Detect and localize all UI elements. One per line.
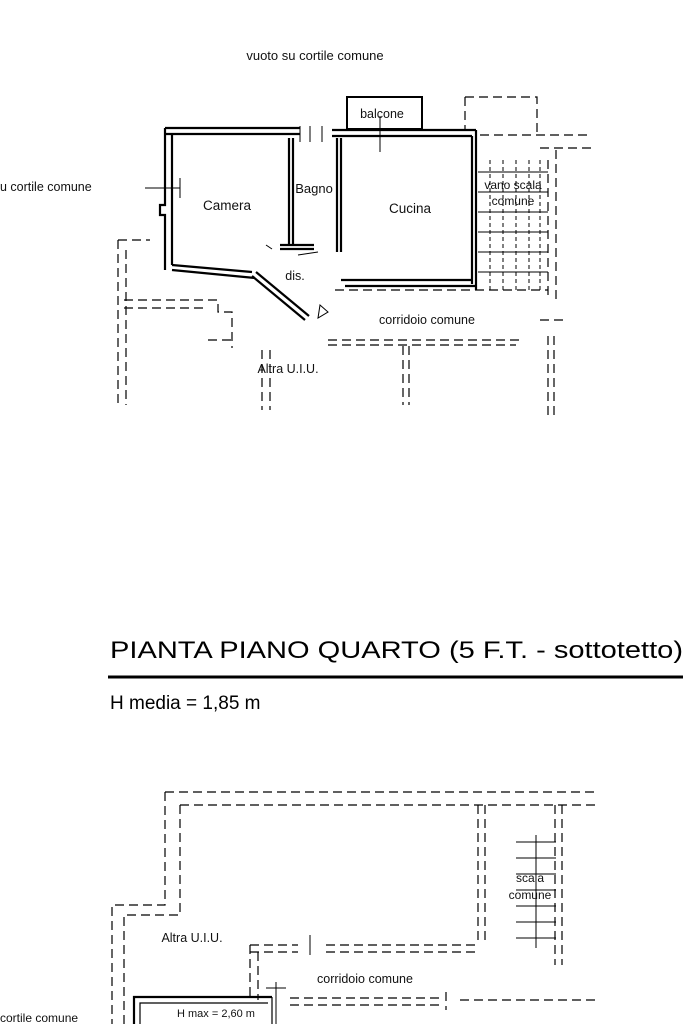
stairwell-label-1: vano scala [484,178,542,192]
stairwell-label-2: comune [491,194,535,208]
floor3-top-label: vuoto su cortile comune [246,48,384,63]
kitchen-label: Cucina [388,201,432,216]
interior-details [145,116,548,318]
floor4-stair-marks [266,835,556,1024]
floor4-stair-label-2: comune [508,888,552,902]
floor4-dashed-outlines [112,792,596,1024]
balcony-label: balcone [360,107,404,121]
floor4-left-label: cortile comune [0,1011,79,1024]
floor3-corridor-label: corridoio comune [379,313,475,327]
hall-label: dis. [285,269,305,283]
floor3-left-label: u cortile comune [0,180,92,194]
floor4-other-unit-label: Altra U.I.U. [161,931,223,945]
floor4-stair-label-1: scala [515,871,545,885]
neighbor-dashed-outlines [118,97,592,415]
floor4-avg-height: H media = 1,85 m [110,693,261,714]
floor-4-plan [0,792,596,1024]
bathroom-label: Bagno [295,181,333,196]
floor4-title: PIANTA PIANO QUARTO (5 F.T. - sottotetto) [110,637,683,664]
floor4-corridor-label: corridoio comune [317,972,413,986]
apartment-walls [160,128,476,320]
bedroom-label: Camera [202,198,252,213]
floor-3-plan [0,48,592,415]
floor3-other-unit-label: Altra U.I.U. [257,362,319,376]
floor4-max-height-label: H max = 2,60 m [177,1008,255,1020]
